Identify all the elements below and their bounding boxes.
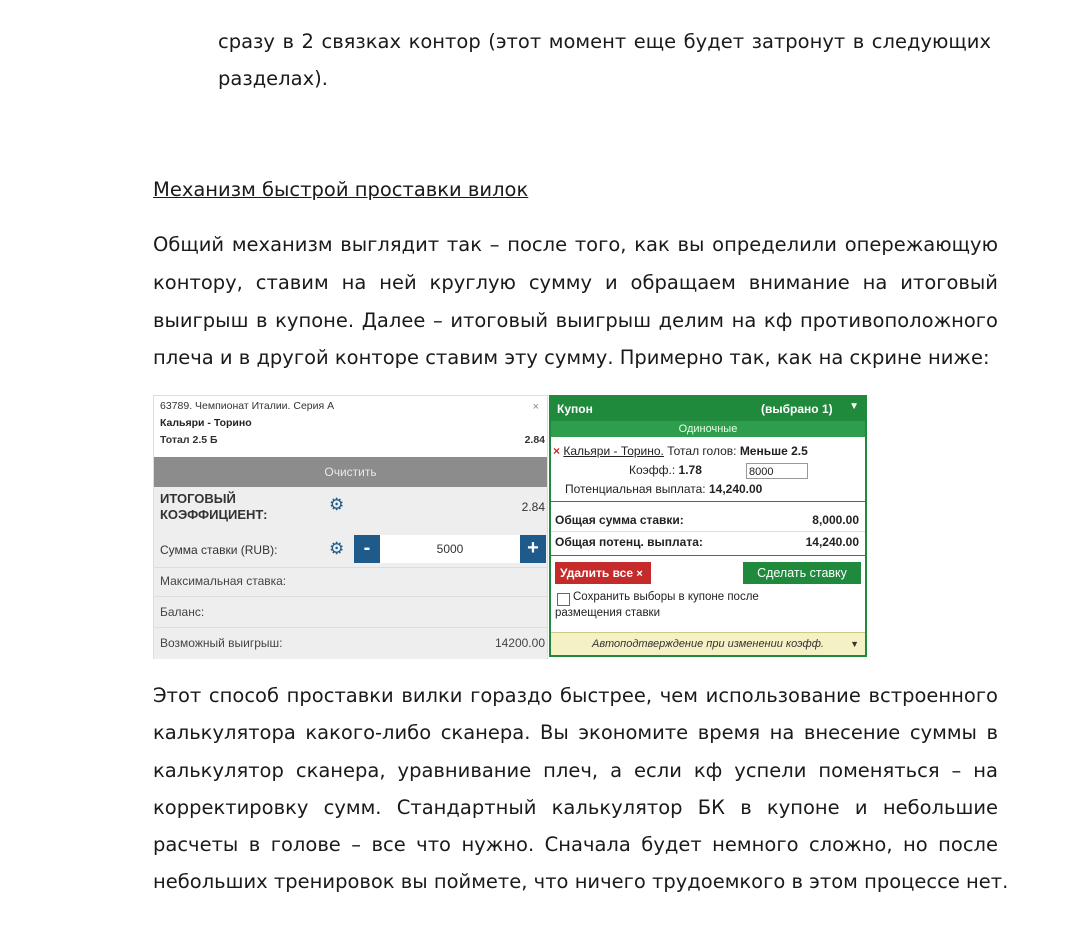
paragraph-2-line-3: выигрыш в купоне. Далее – итоговый выигрыш делим на кф противоположного	[153, 309, 998, 332]
save-choices-label-1: Сохранить выборы в купоне после	[573, 591, 759, 603]
auto-confirm-select[interactable]	[551, 632, 865, 655]
total-coef-row	[154, 487, 547, 531]
gear-icon[interactable]: ⚙	[329, 539, 345, 558]
paragraph-2-line-1: Общий механизм выглядит так – после того, как вы определили опережающую	[153, 233, 998, 256]
place-bet-button[interactable]: Сделать ставку	[743, 562, 861, 584]
bet-odds: 2.84	[524, 434, 545, 446]
paragraph-3-line-3: калькулятор сканера, уравнивание плеч, а если кф успели поменяться – на	[153, 759, 998, 782]
paragraph-continued-line-1: сразу в 2 связках контор (этот момент еще будет затронут в следующих	[218, 30, 991, 53]
stake-input[interactable]: 5000	[380, 535, 520, 563]
total-payout-label: Общая потенц. выплата:	[555, 535, 703, 549]
selection-pick: Меньше 2.5	[739, 444, 808, 458]
selection-market: Тотал голов:	[667, 444, 737, 458]
remove-selection-icon[interactable]: ×	[553, 444, 561, 458]
total-coef-label-1: ИТОГОВЫЙ	[160, 491, 236, 506]
paragraph-2-line-2: контору, ставим на ней круглую сумму и обращаем внимание на итоговый	[153, 271, 998, 294]
bet-name: Тотал 2.5 Б	[160, 434, 218, 446]
stake-increase-button[interactable]: +	[520, 535, 546, 563]
right-bet-slip	[549, 395, 867, 657]
stake-label: Сумма ставки (RUB):	[160, 543, 278, 557]
bet-line	[553, 444, 808, 458]
coef-value: 1.78	[678, 463, 702, 477]
event-line: 63789. Чемпионат Италии. Серия А	[160, 400, 335, 412]
coef-line	[629, 463, 702, 477]
save-choices-checkbox[interactable]	[557, 593, 570, 606]
stake-decrease-button[interactable]: -	[354, 535, 380, 563]
payout-value: 14,240.00	[708, 482, 763, 496]
clear-button[interactable]: Очистить	[154, 457, 547, 487]
total-coef-label-2: КОЭФФИЦИЕНТ:	[160, 507, 268, 522]
balance-row	[154, 596, 547, 627]
coupon-selected-count: (выбрано 1)	[761, 402, 833, 416]
possible-win-row	[154, 627, 547, 659]
stake-row	[154, 531, 547, 567]
auto-confirm-label: Автоподтверждение при изменении коэфф.	[592, 638, 824, 650]
paragraph-2-line-4: плеча и в другой конторе ставим эту сумму. Примерно так, как на скрине ниже:	[153, 346, 990, 369]
paragraph-3-line-6: небольших тренировок вы поймете, что ничего трудоемкого в этом процессе нет.	[153, 870, 1009, 893]
selection-match[interactable]: Кальяри - Торино.	[563, 444, 664, 458]
payout-line	[565, 482, 762, 496]
paragraph-3-line-2: калькулятора какого-либо сканера. Вы экономите время на внесение суммы в	[153, 721, 998, 744]
coef-label: Коэфф.:	[629, 463, 676, 477]
close-icon[interactable]: ×	[532, 401, 539, 413]
possible-win-label: Возможный выигрыш:	[160, 636, 283, 650]
total-stake-label: Общая сумма ставки:	[555, 513, 684, 527]
section-heading: Механизм быстрой проставки вилок	[153, 178, 529, 201]
divider	[551, 531, 865, 532]
total-payout-value: 14,240.00	[805, 535, 859, 549]
match-name: Кальяри - Торино	[160, 417, 252, 429]
paragraph-continued-line-2: разделах).	[218, 67, 328, 90]
total-coef-value: 2.84	[521, 500, 545, 514]
chevron-down-icon[interactable]: ▼	[849, 401, 859, 412]
tab-singles[interactable]: Одиночные	[551, 421, 865, 437]
delete-all-button[interactable]	[555, 562, 651, 584]
gear-icon[interactable]: ⚙	[329, 495, 345, 514]
balance-label: Баланс:	[160, 605, 205, 619]
paragraph-3-line-1: Этот способ проставки вилки гораздо быстрее, чем использование встроенного	[153, 684, 998, 707]
divider	[551, 501, 865, 502]
close-icon: ×	[636, 568, 643, 580]
delete-all-label: Удалить все	[560, 566, 634, 580]
total-stake-value: 8,000.00	[812, 513, 859, 527]
divider	[551, 555, 865, 556]
paragraph-3-line-5: расчеты в голове – все что нужно. Сначала будет немного сложно, но после	[153, 833, 998, 856]
save-choices-label-2: размещения ставки	[555, 607, 661, 619]
stake-input[interactable]: 8000	[746, 463, 808, 479]
coupon-header	[551, 397, 865, 421]
max-stake-row	[154, 567, 547, 596]
coupon-title: Купон	[557, 402, 593, 416]
chevron-down-icon: ▼	[850, 639, 859, 649]
left-bet-slip	[153, 395, 548, 659]
possible-win-value: 14200.00	[494, 636, 545, 650]
paragraph-3-line-4: корректировку сумм. Стандартный калькулятор БК в купоне и небольшие	[153, 796, 998, 819]
max-stake-label: Максимальная ставка:	[160, 574, 287, 588]
payout-label: Потенциальная выплата:	[565, 482, 706, 496]
